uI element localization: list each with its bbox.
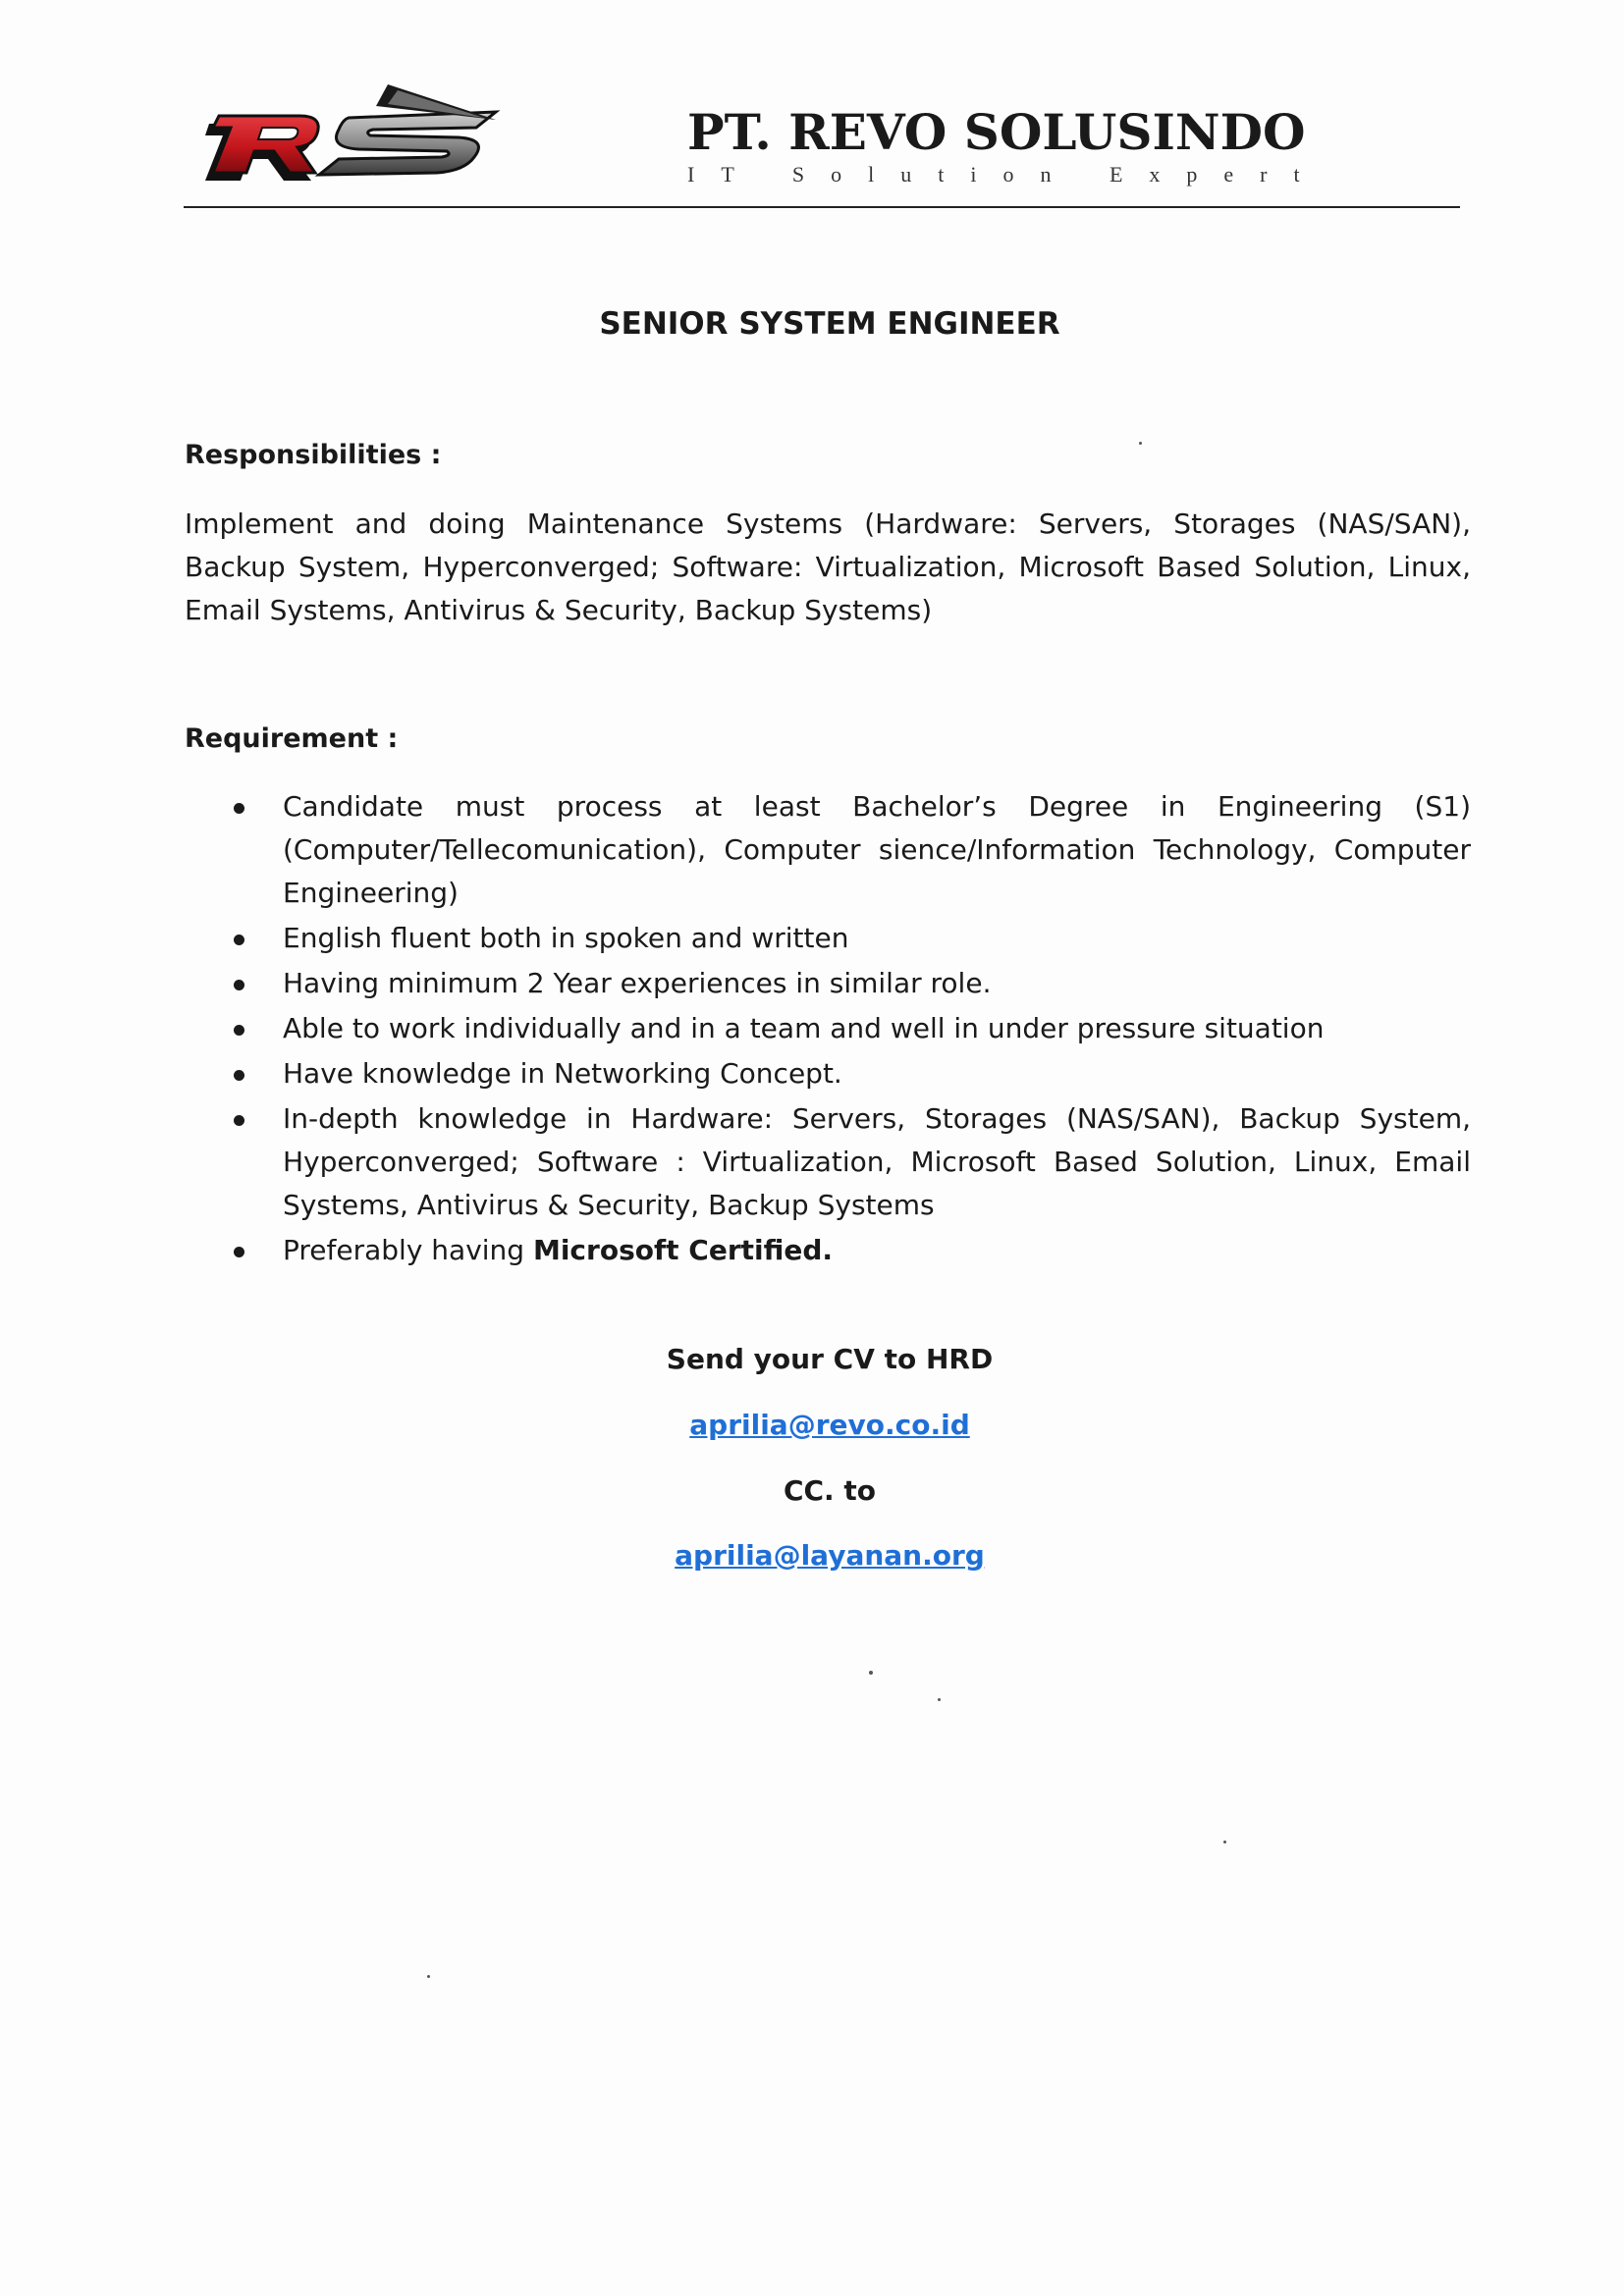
list-item-text: Candidate must process at least Bachelor’s Degree in Engineering (S1) (Computer/Tellecomunication), Computer sience/Information Technology, Computer Engineering)	[283, 790, 1471, 909]
bullet-icon	[234, 1247, 244, 1257]
bullet-icon	[234, 1070, 244, 1081]
list-item	[185, 1229, 1471, 1272]
list-item-text-prefix: Preferably having	[283, 1234, 533, 1266]
list-item	[185, 962, 1471, 1005]
list-item	[185, 1052, 1471, 1095]
email-primary-link[interactable]: aprilia@revo.co.id	[689, 1409, 970, 1441]
scan-speck	[1223, 1841, 1226, 1843]
list-item-text-bold: Microsoft Certified.	[532, 1234, 834, 1266]
company-tagline: IT Solution Expert	[687, 162, 1326, 187]
responsibilities-body: Implement and doing Maintenance Systems (Hardware: Servers, Storages (NAS/SAN), Backup System, Hyperconverged; Software: Virtualization, Microsoft Based Solution, Linux, Email Systems, Antivirus & Security, Backup Systems)	[185, 507, 1471, 626]
bullet-icon	[234, 980, 244, 990]
bullet-icon	[234, 1115, 244, 1126]
list-item-text: Having minimum 2 Year experiences in similar role.	[283, 967, 992, 999]
header-divider	[184, 206, 1460, 208]
requirement-list	[185, 785, 1471, 1274]
scan-speck	[1139, 442, 1142, 445]
company-name: PT. REVO SOLUSINDO	[687, 103, 1306, 161]
send-cv-label: Send your CV to HRD	[666, 1343, 994, 1375]
list-item	[185, 1007, 1471, 1050]
scan-speck	[427, 1975, 430, 1978]
list-item-text: Able to work individually and in a team and well in under pressure situation	[283, 1012, 1325, 1044]
email-cc-row	[0, 1539, 1624, 1572]
responsibilities-heading: Responsibilities :	[185, 440, 442, 470]
list-item-text: Have knowledge in Networking Concept.	[283, 1057, 842, 1090]
requirement-heading: Requirement :	[185, 723, 399, 754]
scan-speck	[869, 1671, 873, 1675]
list-item	[185, 785, 1471, 915]
bullet-icon	[234, 1025, 244, 1036]
list-item-text: In-depth knowledge in Hardware: Servers, Storages (NAS/SAN), Backup System, Hyperconverged; Software : Virtualization, Microsoft Based Solution, Linux, Email Systems, Antivirus & Security, Backup Systems	[283, 1102, 1471, 1221]
cc-label: CC. to	[783, 1474, 877, 1507]
scan-speck	[938, 1698, 941, 1701]
bullet-icon	[234, 803, 244, 814]
revo-solusindo-logo	[201, 80, 540, 188]
email-primary-row	[0, 1409, 1624, 1441]
bullet-icon	[234, 934, 244, 945]
list-item	[185, 917, 1471, 960]
job-title: SENIOR SYSTEM ENGINEER	[599, 306, 1060, 342]
email-cc-link[interactable]: aprilia@layanan.org	[675, 1539, 985, 1572]
list-item	[185, 1097, 1471, 1227]
list-item-text: English fluent both in spoken and written	[283, 922, 849, 954]
